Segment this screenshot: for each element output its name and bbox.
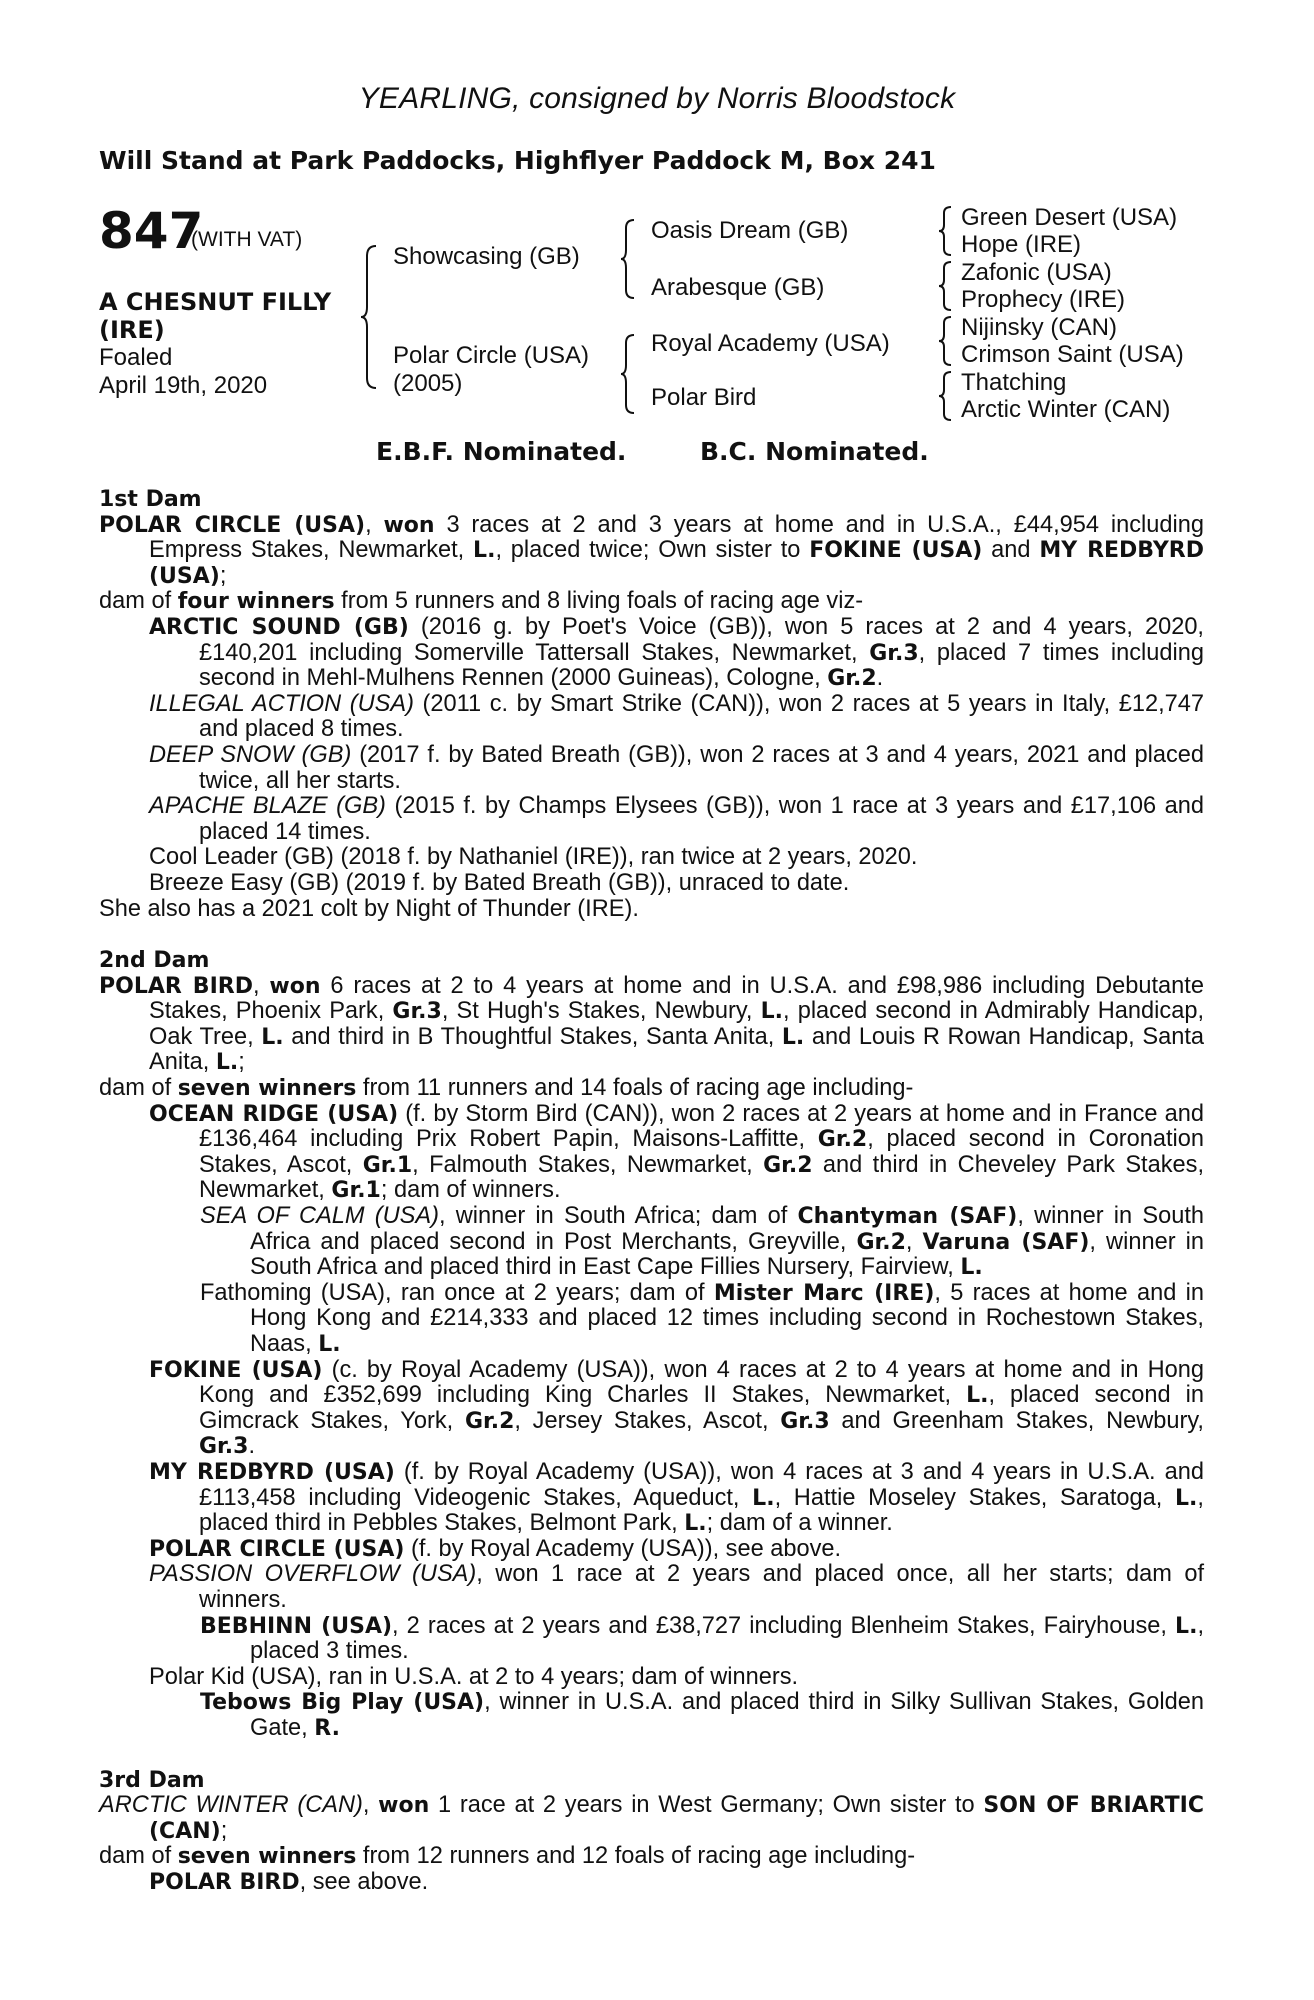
dam-brace — [620, 333, 638, 415]
ggs-5: Nijinsky (CAN) — [961, 314, 1117, 341]
record-text: , placed second in Coronation Stakes, Ascot, — [199, 1126, 1205, 1178]
record-text: and third in B Thoughtful Stakes, Santa Anita, — [283, 1023, 782, 1050]
dam-name: Polar Circle (USA) — [393, 342, 590, 369]
listed-label: L. — [781, 1024, 805, 1050]
produce-ocean-ridge — [99, 1102, 1204, 1204]
won-label: won — [378, 1793, 430, 1819]
first-dam-heading: 1st Dam — [99, 487, 202, 512]
group-label: Gr.3 — [199, 1434, 249, 1460]
horse-name: PASSION OVERFLOW (USA) — [149, 1561, 477, 1588]
listed-label: L. — [960, 1255, 983, 1281]
record-text: , 5 races at home and in Hong Kong and £214,333 and placed 12 times including second in Rochestown Stakes, Naas, — [250, 1279, 1204, 1357]
record-text: dam of — [99, 1075, 178, 1102]
punct: , — [905, 1228, 923, 1255]
record-text: , winner in South Africa and placed third in East Cape Fillies Nursery, Fairview, — [250, 1228, 1204, 1281]
sire-dam-brace — [360, 244, 380, 390]
punct: . — [248, 1433, 255, 1460]
record-text: , placed third in Pebbles Stakes, Belmont Park, — [199, 1484, 1204, 1537]
record-text: 6 races at 2 to 4 years at home and in U.S.A. and £98,986 including Debutante Stakes, Phoenix Park, — [149, 972, 1204, 1025]
record-text: (f. by Royal Academy (USA)), won 4 races at 3 and 4 years in U.S.A. and £113,458 including Videogenic Stakes, Aqueduct, — [199, 1458, 1204, 1511]
record-text: (c. by Royal Academy (USA)), won 4 races at 2 to 4 years at home and in Hong Kong and £352,699 including King Charles II Stakes, Newmarket, — [199, 1356, 1204, 1409]
record-text: (f. by Royal Academy (USA)), see above. — [404, 1535, 842, 1562]
ggs-7: Thatching — [961, 369, 1067, 396]
record-text: , 2 races at 2 years and £38,727 including Blenheim Stakes, Fairyhouse, — [392, 1612, 1176, 1639]
record-text: (2011 c. by Smart Strike (CAN)), won 2 races at 5 years in Italy, £12,747 and placed 8 times. — [199, 690, 1204, 743]
produce-fokine — [99, 1358, 1204, 1460]
produce-fathoming — [99, 1281, 1204, 1358]
record-text: and third in Cheveley Park Stakes, Newmarket, — [199, 1151, 1204, 1204]
produce-illegal-action — [99, 692, 1204, 743]
horse-name: Varuna (SAF) — [922, 1229, 1090, 1255]
produce-polar-bird — [99, 1870, 1204, 1896]
ds-brace — [938, 315, 954, 367]
record-text: , winner in South Africa; dam of — [439, 1203, 798, 1230]
horse-name: BEBHINN (USA) — [200, 1613, 393, 1639]
third-dam-record — [99, 1793, 1204, 1844]
horse-name: APACHE BLAZE (GB) — [149, 793, 386, 820]
consignor-line: YEARLING, consigned by Norris Bloodstock — [358, 82, 956, 115]
record-text: , St Hugh's Stakes, Newbury, — [441, 998, 761, 1025]
catalogue-body — [99, 487, 1204, 1895]
group-label: Gr.2 — [763, 1152, 813, 1178]
punct: ; — [238, 1049, 245, 1076]
record-text: Fathoming (USA), ran once at 2 years; dam of — [200, 1279, 714, 1306]
listed-label: L. — [261, 1024, 284, 1050]
listed-label: L. — [318, 1332, 341, 1357]
record-text: , placed second in Gimcrack Stakes, York, — [199, 1382, 1204, 1434]
produce-arctic-sound — [99, 615, 1204, 692]
dam-dam: Polar Bird — [651, 384, 757, 411]
group-label: Gr.2 — [856, 1229, 906, 1255]
record-text: and Greenham Stakes, Newbury, — [829, 1407, 1204, 1434]
second-dam-record — [99, 974, 1204, 1076]
horse-name: POLAR CIRCLE (USA) — [149, 1536, 405, 1562]
sibling-name: SON OF BRIARTIC (CAN) — [149, 1793, 1204, 1844]
foaled-label: Foaled — [99, 344, 173, 371]
record-text: , Hattie Moseley Stakes, Saratoga, — [774, 1484, 1176, 1511]
record-text: (2017 f. by Bated Breath (GB)), won 2 races at 3 and 4 years, 2021 and placed twice, all her starts. — [199, 741, 1204, 794]
record-text: , placed twice; Own sister to — [495, 537, 810, 564]
punct: , — [362, 1792, 379, 1819]
record-text: from 5 runners and 8 living foals of racing age viz- — [334, 588, 864, 615]
horse-name: Tebows Big Play (USA) — [200, 1690, 485, 1716]
record-text: from 11 runners and 14 foals of racing age including- — [356, 1075, 914, 1102]
vat-note: (WITH VAT) — [191, 228, 303, 251]
ggs-8: Arctic Winter (CAN) — [961, 396, 1171, 423]
first-dam-record — [99, 513, 1204, 590]
record-text: , winner in U.S.A. and placed third in Silky Sullivan Stakes, Golden Gate, — [250, 1689, 1205, 1741]
record-text: , won 1 race at 2 years and placed once, all her starts; dam of winners. — [199, 1561, 1204, 1613]
listed-label: L. — [215, 1050, 239, 1076]
punct: , — [252, 972, 270, 999]
produce-tebows-big-play — [99, 1690, 1204, 1741]
record-text: ; dam of winners. — [380, 1177, 561, 1204]
record-text: ; dam of a winner. — [706, 1510, 893, 1537]
horse-name: POLAR BIRD — [99, 973, 253, 999]
produce-sea-of-calm — [99, 1204, 1204, 1281]
horse-name: ILLEGAL ACTION (USA) — [149, 690, 414, 717]
listed-label: L. — [1175, 1485, 1198, 1511]
punct: . — [876, 665, 884, 692]
ggs-2: Hope (IRE) — [961, 231, 1082, 258]
record-text: dam of — [99, 588, 178, 615]
listed-label: L. — [966, 1383, 989, 1409]
ss-brace — [938, 205, 954, 257]
produce-2021-colt: She also has a 2021 colt by Night of Thunder (IRE). — [99, 895, 639, 922]
listed-label: L. — [752, 1485, 775, 1511]
sire-sire: Oasis Dream (GB) — [651, 217, 849, 244]
horse-name: POLAR CIRCLE (USA) — [99, 512, 366, 538]
punct: , — [365, 511, 372, 538]
dd-brace — [938, 370, 954, 422]
produce-my-redbyrd — [99, 1460, 1204, 1537]
group-label: Gr.3 — [869, 640, 919, 666]
foaled-date: April 19th, 2020 — [99, 372, 268, 399]
horse-name: ARCTIC WINTER (CAN) — [99, 1792, 363, 1819]
first-dam-produce-summary — [99, 589, 1204, 615]
record-text: , winner in South Africa and placed second in Post Merchants, Greyville, — [250, 1203, 1204, 1255]
second-dam-heading: 2nd Dam — [99, 948, 210, 974]
horse-name: OCEAN RIDGE (USA) — [149, 1101, 399, 1127]
produce-passion-overflow — [99, 1562, 1204, 1613]
restricted-label: R. — [314, 1715, 340, 1741]
produce-polar-kid: Polar Kid (USA), ran in U.S.A. at 2 to 4 years; dam of winners. — [149, 1663, 799, 1690]
listed-label: L. — [473, 538, 496, 564]
listed-label: L. — [684, 1511, 707, 1537]
record-text: (2016 g. by Poet's Voice (GB)), won 5 races at 2 and 4 years, 2020, £140,201 including Somerville Tattersall Stakes, Newmarket, — [199, 613, 1204, 666]
horse-name: Mister Marc (IRE) — [713, 1280, 935, 1306]
record-text: and Louis R Rowan Handicap, Santa Anita, — [149, 1023, 1204, 1076]
group-label: Gr.2 — [827, 666, 877, 692]
horse-name: SEA OF CALM (USA) — [200, 1203, 439, 1230]
record-text: , Falmouth Stakes, Newmarket, — [412, 1151, 764, 1178]
listed-label: L. — [760, 999, 784, 1025]
winners-count: seven winners — [177, 1076, 357, 1102]
ggs-6: Crimson Saint (USA) — [961, 341, 1184, 368]
group-label: Gr.3 — [392, 999, 442, 1025]
group-label: Gr.3 — [780, 1408, 830, 1434]
dam-sire: Royal Academy (USA) — [651, 330, 890, 357]
ebf-nominated: E.B.F. Nominated. — [376, 437, 627, 466]
winners-count: four winners — [177, 589, 335, 615]
lot-desc-line1: A CHESNUT FILLY — [99, 288, 332, 316]
record-text: 1 race at 2 years in West Germany; Own sister to — [429, 1792, 984, 1819]
lot-desc-line2: (IRE) — [99, 316, 165, 344]
punct: ; — [219, 562, 227, 589]
produce-cool-leader: Cool Leader (GB) (2018 f. by Nathaniel (IRE)), ran twice at 2 years, 2020. — [149, 844, 918, 871]
spacer — [99, 1742, 1204, 1768]
stand-location: Will Stand at Park Paddocks, Highflyer Paddock M, Box 241 — [99, 146, 936, 175]
produce-deep-snow — [99, 743, 1204, 794]
won-label: won — [383, 512, 435, 538]
record-text: (2015 f. by Champs Elysees (GB)), won 1 race at 3 years and £17,106 and placed 14 times. — [199, 793, 1204, 845]
third-dam-produce-summary — [99, 1844, 1204, 1870]
won-label: won — [269, 973, 321, 999]
spacer — [99, 922, 1204, 948]
horse-name: Chantyman (SAF) — [797, 1204, 1018, 1230]
lot-number: 847 — [99, 202, 204, 260]
record-text: , placed second in Admirably Handicap, Oak Tree, — [149, 998, 1205, 1050]
punct: ; — [220, 1817, 228, 1844]
winners-count: seven winners — [177, 1844, 357, 1870]
dam-year: (2005) — [393, 370, 463, 397]
group-label: Gr.2 — [464, 1408, 515, 1434]
sire-dam: Arabesque (GB) — [651, 274, 825, 301]
produce-bebhinn — [99, 1614, 1204, 1665]
lot-description — [99, 288, 331, 400]
group-label: Gr.1 — [331, 1178, 381, 1204]
horse-name: POLAR BIRD — [149, 1869, 300, 1895]
record-text: , see above. — [299, 1868, 429, 1895]
produce-breeze-easy: Breeze Easy (GB) (2019 f. by Bated Breath (GB)), unraced to date. — [149, 869, 850, 896]
record-text: and — [982, 537, 1031, 564]
record-text: , placed 3 times. — [250, 1612, 1204, 1665]
horse-name: FOKINE (USA) — [149, 1357, 323, 1383]
record-text: (f. by Storm Bird (CAN)), won 2 races at 2 years at home and in France and £136,464 including Prix Robert Papin, Maisons-Laffitte, — [199, 1100, 1204, 1153]
listed-label: L. — [1175, 1613, 1198, 1639]
horse-name: DEEP SNOW (GB) — [149, 741, 352, 768]
horse-name: ARCTIC SOUND (GB) — [149, 614, 409, 640]
group-label: Gr.2 — [817, 1127, 868, 1153]
horse-name: MY REDBYRD (USA) — [149, 1459, 395, 1485]
ggs-3: Zafonic (USA) — [961, 259, 1112, 286]
sibling-name: MY REDBYRD (USA) — [149, 538, 1205, 589]
bc-nominated: B.C. Nominated. — [700, 437, 929, 466]
ggs-1: Green Desert (USA) — [961, 204, 1178, 231]
record-text: , Jersey Stakes, Ascot, — [514, 1407, 781, 1434]
third-dam-heading: 3rd Dam — [99, 1767, 205, 1793]
sire-name: Showcasing (GB) — [393, 243, 580, 270]
record-text: 3 races at 2 and 3 years at home and in U.S.A., £44,954 including Empress Stakes, Newmarket, — [149, 511, 1204, 564]
second-dam-produce-summary — [99, 1076, 1204, 1102]
record-text: , placed 7 times including second in Mehl-Mulhens Rennen (2000 Guineas), Cologne, — [199, 639, 1204, 692]
ggs-4: Prophecy (IRE) — [961, 286, 1126, 313]
sibling-name: FOKINE (USA) — [809, 538, 983, 564]
record-text: dam of — [99, 1843, 178, 1870]
produce-apache-blaze — [99, 794, 1204, 845]
sire-brace — [620, 218, 638, 300]
produce-polar-circle — [99, 1537, 1204, 1563]
group-label: Gr.1 — [362, 1152, 413, 1178]
sd-brace — [938, 260, 954, 312]
record-text: from 12 runners and 12 foals of racing age including- — [356, 1843, 916, 1870]
